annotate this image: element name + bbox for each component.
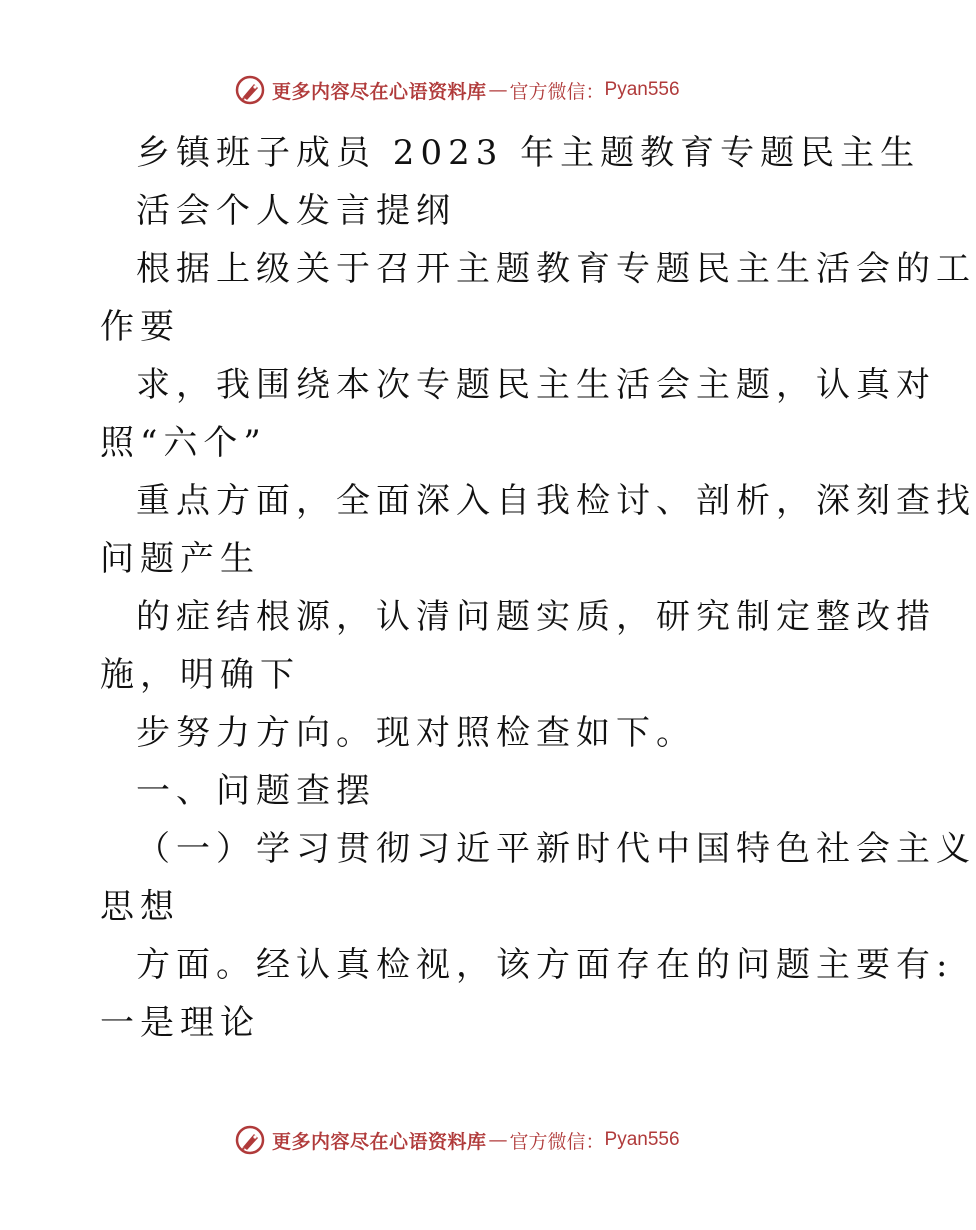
doc-line: 作要 xyxy=(100,307,180,347)
header-watermark xyxy=(234,72,680,108)
footer-watermark xyxy=(234,1122,680,1158)
fountain-pen-icon xyxy=(234,1124,266,1156)
watermark-dash: — xyxy=(488,79,508,101)
doc-line: 一、问题查摆 xyxy=(136,771,376,811)
fountain-pen-icon xyxy=(234,74,266,106)
doc-line: 重点方面，全面深入自我检讨、剖析，深刻查找 xyxy=(136,481,976,521)
document-body xyxy=(100,124,976,1052)
watermark-wechat-label: 官方微信： xyxy=(509,1130,605,1153)
doc-line: 步努力方向。现对照检查如下。 xyxy=(136,713,696,753)
doc-line: 一是理论 xyxy=(100,1003,260,1043)
doc-line: 求，我围绕本次专题民主生活会主题，认真对 xyxy=(136,365,936,405)
doc-line: （一）学习贯彻习近平新时代中国特色社会主义 xyxy=(136,829,976,869)
doc-line: 思想 xyxy=(100,887,180,927)
watermark-wechat-id: Pyan556 xyxy=(604,79,680,100)
watermark-wechat-label: 官方微信： xyxy=(509,80,605,103)
watermark-brand-text: 更多内容尽在心语资料库 xyxy=(272,80,487,103)
doc-line: 方面。经认真检视，该方面存在的问题主要有: xyxy=(136,945,954,985)
doc-line: 根据上级关于召开主题教育专题民主生活会的工 xyxy=(136,249,976,289)
doc-line: 问题产生 xyxy=(100,539,260,579)
doc-line: 乡镇班子成员 2023 年主题教育专题民主生 xyxy=(136,133,921,173)
watermark-dash: — xyxy=(488,1129,508,1151)
watermark-wechat-id: Pyan556 xyxy=(604,1129,680,1150)
doc-line: 活会个人发言提纲 xyxy=(136,191,456,231)
doc-line: 照“六个” xyxy=(100,423,267,463)
watermark-brand-text: 更多内容尽在心语资料库 xyxy=(272,1130,487,1153)
doc-line: 的症结根源，认清问题实质，研究制定整改措 xyxy=(136,597,936,637)
doc-line: 施，明确下 xyxy=(100,655,300,695)
